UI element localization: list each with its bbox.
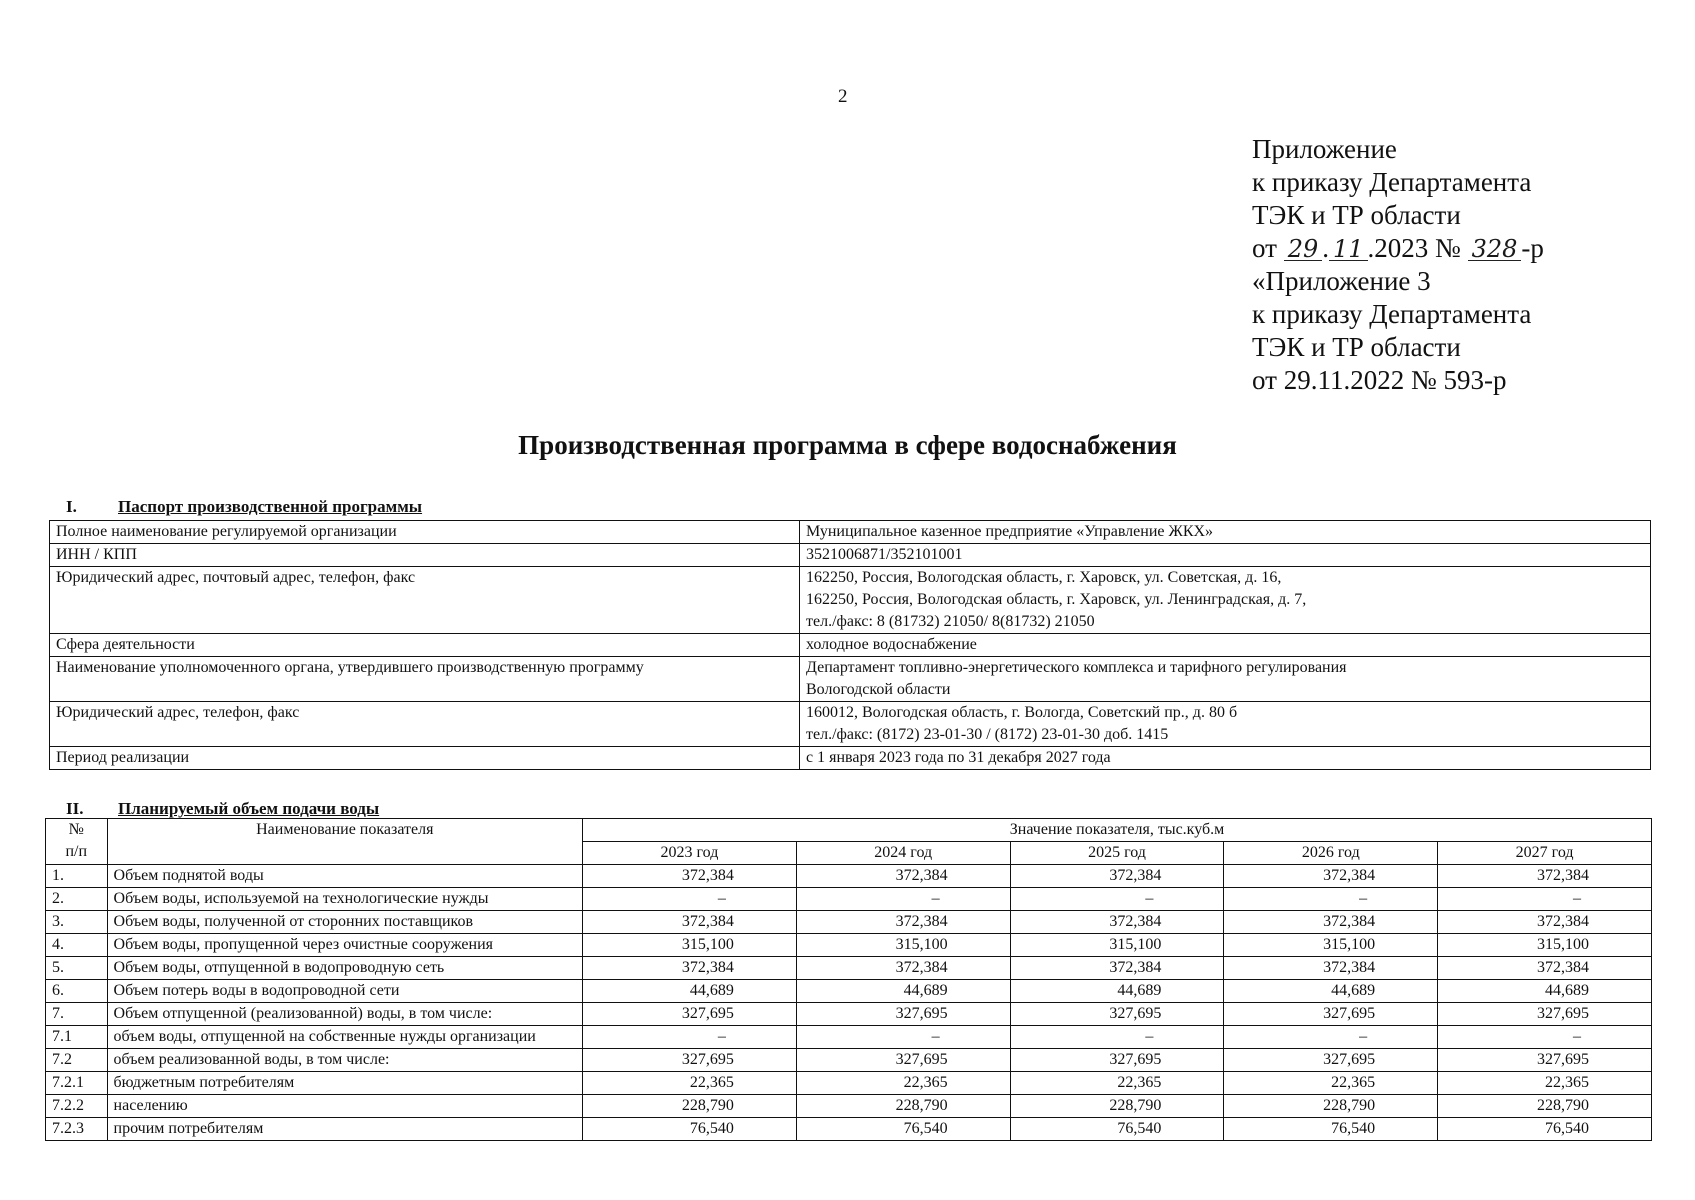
row-value: 315,100 xyxy=(1010,934,1224,957)
row-value: – xyxy=(796,1026,1010,1049)
passport-value-line: холодное водоснабжение xyxy=(806,636,977,653)
row-value: 76,540 xyxy=(796,1118,1010,1141)
row-number: 3. xyxy=(46,911,108,934)
section1-heading xyxy=(66,497,422,517)
volume-row xyxy=(46,980,1652,1003)
passport-row xyxy=(50,634,1651,657)
passport-key: Наименование уполномоченного органа, утвердившего производственную программу xyxy=(50,657,800,702)
volume-row xyxy=(46,934,1652,957)
passport-value xyxy=(800,634,1651,657)
passport-value-line: Вологодской области xyxy=(806,681,951,698)
passport-key: Период реализации xyxy=(50,747,800,770)
row-value: 372,384 xyxy=(796,957,1010,980)
passport-value xyxy=(800,657,1651,702)
row-value: 44,689 xyxy=(1438,980,1652,1003)
row-value: 315,100 xyxy=(1438,934,1652,957)
volume-row xyxy=(46,1049,1652,1072)
order-suffix: -р xyxy=(1521,233,1544,263)
row-value: – xyxy=(583,1026,797,1049)
volume-row xyxy=(46,1026,1652,1049)
section1-title: Паспорт производственной программы xyxy=(118,497,423,516)
order-prefix: от xyxy=(1252,233,1277,263)
row-value: 315,100 xyxy=(796,934,1010,957)
row-value: 44,689 xyxy=(583,980,797,1003)
appendix-line: к приказу Департамента xyxy=(1252,167,1532,197)
row-value: 327,695 xyxy=(1224,1049,1438,1072)
row-value: 76,540 xyxy=(1438,1118,1652,1141)
volume-row xyxy=(46,1072,1652,1095)
row-value: 228,790 xyxy=(796,1095,1010,1118)
passport-value-line: Департамент топливно-энергетического комплекса и тарифного регулирования xyxy=(806,659,1347,676)
header-value-group: Значение показателя, тыс.куб.м xyxy=(583,819,1652,842)
row-value: 372,384 xyxy=(1438,865,1652,888)
row-value: 372,384 xyxy=(583,957,797,980)
header-num-line1: № xyxy=(68,821,84,838)
row-value: – xyxy=(1010,888,1224,911)
volume-row xyxy=(46,1095,1652,1118)
passport-key: Полное наименование регулируемой организации xyxy=(50,521,800,544)
row-number: 7.2.3 xyxy=(46,1118,108,1141)
row-name: Объем воды, полученной от сторонних поставщиков xyxy=(107,911,583,934)
passport-value xyxy=(800,521,1651,544)
row-value: 327,695 xyxy=(796,1003,1010,1026)
row-value: 76,540 xyxy=(583,1118,797,1141)
section2-heading xyxy=(66,799,379,819)
passport-value-line: 162250, Россия, Вологодская область, г. Харовск, ул. Советская, д. 16, xyxy=(806,569,1282,586)
passport-value-line: с 1 января 2023 года по 31 декабря 2027 года xyxy=(806,749,1111,766)
row-value: 372,384 xyxy=(1224,911,1438,934)
row-value: 372,384 xyxy=(1010,957,1224,980)
passport-value xyxy=(800,544,1651,567)
row-number: 7.2.2 xyxy=(46,1095,108,1118)
volume-row xyxy=(46,865,1652,888)
row-value: – xyxy=(1438,1026,1652,1049)
row-value: – xyxy=(1010,1026,1224,1049)
passport-value-line: 3521006871/352101001 xyxy=(806,546,963,563)
row-value: – xyxy=(796,888,1010,911)
volume-row xyxy=(46,911,1652,934)
row-name: Объем воды, используемой на технологические нужды xyxy=(107,888,583,911)
header-num-line2: п/п xyxy=(65,843,88,860)
row-value: 372,384 xyxy=(1438,957,1652,980)
volume-row xyxy=(46,888,1652,911)
passport-value xyxy=(800,567,1651,634)
passport-key: ИНН / КПП xyxy=(50,544,800,567)
row-value: 372,384 xyxy=(1224,865,1438,888)
row-value: 372,384 xyxy=(1010,865,1224,888)
passport-row xyxy=(50,702,1651,747)
row-name: объем воды, отпущенной на собственные нужды организации xyxy=(107,1026,583,1049)
row-value: 228,790 xyxy=(1010,1095,1224,1118)
row-value: 327,695 xyxy=(1438,1049,1652,1072)
appendix-line: Приложение xyxy=(1252,134,1397,164)
appendix-block xyxy=(1252,133,1544,397)
row-name: Объем поднятой воды xyxy=(107,865,583,888)
appendix-order-line: от 29 . 11 .2023 № 328 -р xyxy=(1252,233,1544,263)
row-value: 327,695 xyxy=(1438,1003,1652,1026)
row-value: 327,695 xyxy=(1224,1003,1438,1026)
row-number: 7.2.1 xyxy=(46,1072,108,1095)
row-value: 327,695 xyxy=(1010,1049,1224,1072)
row-value: 22,365 xyxy=(1224,1072,1438,1095)
header-year: 2024 год xyxy=(796,842,1010,865)
order-day-handwritten: 29 xyxy=(1284,238,1323,261)
passport-key: Юридический адрес, почтовый адрес, телефон, факс xyxy=(50,567,800,634)
row-value: – xyxy=(583,888,797,911)
row-name: прочим потребителям xyxy=(107,1118,583,1141)
row-value: 315,100 xyxy=(583,934,797,957)
header-num xyxy=(46,819,108,865)
passport-row xyxy=(50,657,1651,702)
row-value: – xyxy=(1224,1026,1438,1049)
volume-row xyxy=(46,1118,1652,1141)
section1-number: I. xyxy=(66,497,77,516)
passport-value-line: тел./факс: 8 (81732) 21050/ 8(81732) 21050 xyxy=(806,613,1095,630)
section2-title: Планируемый объем подачи воды xyxy=(118,799,380,818)
row-value: 327,695 xyxy=(583,1049,797,1072)
row-value: 372,384 xyxy=(1224,957,1438,980)
row-number: 7.2 xyxy=(46,1049,108,1072)
document-title: Производственная программа в сфере водоснабжения xyxy=(518,430,1177,460)
appendix-line: ТЭК и ТР области xyxy=(1252,200,1461,230)
row-value: 372,384 xyxy=(583,865,797,888)
row-value: 22,365 xyxy=(583,1072,797,1095)
appendix-line: к приказу Департамента xyxy=(1252,299,1532,329)
row-value: 228,790 xyxy=(1438,1095,1652,1118)
passport-value-line: 160012, Вологодская область, г. Вологда, Советский пр., д. 80 б xyxy=(806,704,1238,721)
passport-key: Юридический адрес, телефон, факс xyxy=(50,702,800,747)
row-value: 76,540 xyxy=(1010,1118,1224,1141)
row-value: 315,100 xyxy=(1224,934,1438,957)
appendix-line: ТЭК и ТР области xyxy=(1252,332,1461,362)
row-value: – xyxy=(1224,888,1438,911)
volume-row xyxy=(46,957,1652,980)
section2-number: II. xyxy=(66,799,84,818)
row-value: 372,384 xyxy=(583,911,797,934)
passport-row xyxy=(50,544,1651,567)
header-name: Наименование показателя xyxy=(107,819,583,865)
order-number-handwritten: 328 xyxy=(1468,238,1522,261)
row-value: 327,695 xyxy=(1010,1003,1224,1026)
row-name: бюджетным потребителям xyxy=(107,1072,583,1095)
row-value: 44,689 xyxy=(1010,980,1224,1003)
row-value: 22,365 xyxy=(1010,1072,1224,1095)
header-year: 2026 год xyxy=(1224,842,1438,865)
row-value: 22,365 xyxy=(1438,1072,1652,1095)
appendix-line: от 29.11.2022 № 593-р xyxy=(1252,365,1507,395)
row-number: 2. xyxy=(46,888,108,911)
row-number: 4. xyxy=(46,934,108,957)
row-name: Объем потерь воды в водопроводной сети xyxy=(107,980,583,1003)
passport-value-line: тел./факс: (8172) 23-01-30 / (8172) 23-01-30 доб. 1415 xyxy=(806,726,1169,743)
header-year: 2027 год xyxy=(1438,842,1652,865)
row-number: 5. xyxy=(46,957,108,980)
row-value: 76,540 xyxy=(1224,1118,1438,1141)
row-value: 327,695 xyxy=(796,1049,1010,1072)
passport-value xyxy=(800,702,1651,747)
passport-table xyxy=(49,520,1651,770)
row-number: 6. xyxy=(46,980,108,1003)
row-value: 22,365 xyxy=(796,1072,1010,1095)
appendix-line: «Приложение 3 xyxy=(1252,266,1431,296)
header-year: 2023 год xyxy=(583,842,797,865)
passport-row xyxy=(50,521,1651,544)
row-name: населению xyxy=(107,1095,583,1118)
row-name: Объем отпущенной (реализованной) воды, в том числе: xyxy=(107,1003,583,1026)
row-name: Объем воды, отпущенной в водопроводную сеть xyxy=(107,957,583,980)
row-value: 372,384 xyxy=(1010,911,1224,934)
row-value: 372,384 xyxy=(796,911,1010,934)
row-value: 228,790 xyxy=(1224,1095,1438,1118)
order-year: .2023 № xyxy=(1367,233,1461,263)
row-number: 7. xyxy=(46,1003,108,1026)
row-value: 44,689 xyxy=(796,980,1010,1003)
row-number: 7.1 xyxy=(46,1026,108,1049)
row-value: 228,790 xyxy=(583,1095,797,1118)
passport-key: Сфера деятельности xyxy=(50,634,800,657)
page-number: 2 xyxy=(838,86,848,107)
row-value: 327,695 xyxy=(583,1003,797,1026)
passport-value-line: 162250, Россия, Вологодская область, г. Харовск, ул. Ленинградская, д. 7, xyxy=(806,591,1307,608)
row-number: 1. xyxy=(46,865,108,888)
row-value: 372,384 xyxy=(1438,911,1652,934)
row-name: объем реализованной воды, в том числе: xyxy=(107,1049,583,1072)
row-value: 44,689 xyxy=(1224,980,1438,1003)
row-value: – xyxy=(1438,888,1652,911)
passport-value xyxy=(800,747,1651,770)
row-value: 372,384 xyxy=(796,865,1010,888)
passport-value-line: Муниципальное казенное предприятие «Управление ЖКХ» xyxy=(806,523,1214,540)
row-name: Объем воды, пропущенной через очистные сооружения xyxy=(107,934,583,957)
passport-row xyxy=(50,747,1651,770)
volume-row xyxy=(46,1003,1652,1026)
header-year: 2025 год xyxy=(1010,842,1224,865)
passport-row xyxy=(50,567,1651,634)
water-volume-table xyxy=(45,818,1652,1141)
order-month-handwritten: 11 xyxy=(1329,238,1368,261)
